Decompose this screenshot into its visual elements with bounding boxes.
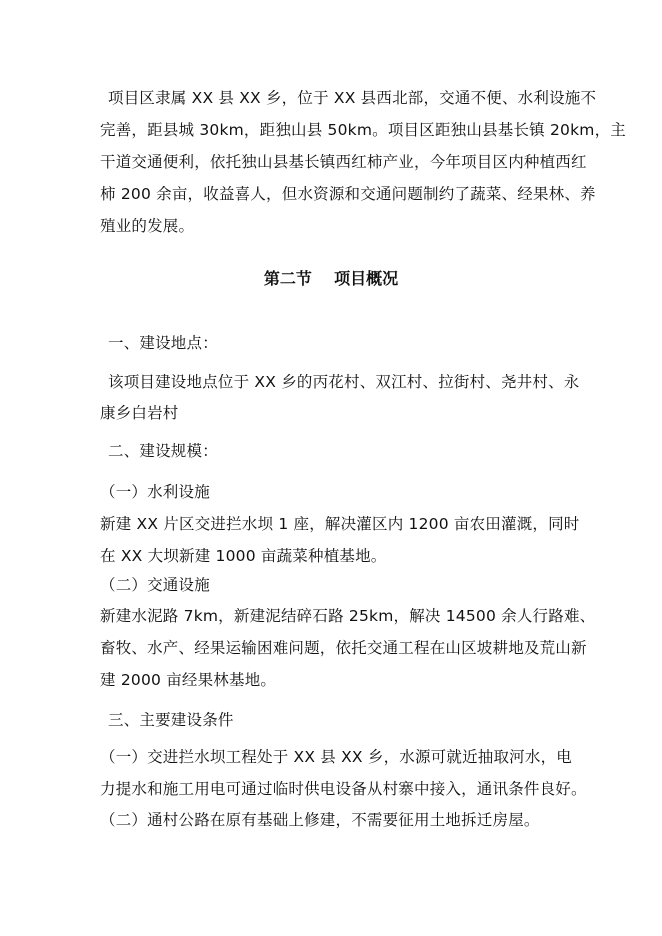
intro-line-5: 殖业的发展。 bbox=[100, 217, 195, 235]
item1-line-1: 该项目建设地点位于 XX 乡的丙花村、双江村、拉街村、尧井村、永 bbox=[108, 373, 580, 391]
intro-line-2: 完善，距县城 30km，距独山县 50km。项目区距独山县基长镇 20km，主 bbox=[100, 121, 626, 139]
item3-heading: 三、主要建设条件 bbox=[108, 711, 234, 729]
item2-sub1-line-2: 在 XX 大坝新建 1000 亩蔬菜种植基地。 bbox=[100, 547, 387, 565]
intro-line-1: 项目区隶属 XX 县 XX 乡，位于 XX 县西北部，交通不便、水利设施不 bbox=[108, 89, 597, 107]
item2-sub2-heading: （二）交通设施 bbox=[100, 576, 210, 594]
item2-sub2-line-1: 新建水泥路 7km，新建泥结碎石路 25km，解决 14500 余人行路难、 bbox=[100, 607, 596, 625]
item2-heading: 二、建设规模： bbox=[108, 442, 218, 460]
item2-sub2-line-3: 建 2000 亩经果林基地。 bbox=[100, 671, 277, 689]
item2-sub1-line-1: 新建 XX 片区交进拦水坝 1 座，解决灌区内 1200 亩农田灌溉，同时 bbox=[100, 515, 580, 533]
section-title: 第二节 项目概况 bbox=[263, 269, 399, 288]
intro-line-4: 柿 200 余亩，收益喜人，但水资源和交通问题制约了蔬菜、经果林、养 bbox=[100, 185, 596, 203]
intro-line-3: 干道交通便利，依托独山县基长镇西红柿产业，今年项目区内种植西红 bbox=[100, 153, 587, 171]
item1-heading: 一、建设地点： bbox=[108, 334, 218, 352]
item3-line-3: （二）通村公路在原有基础上修建，不需要征用土地拆迁房屋。 bbox=[100, 811, 540, 829]
item3-line-1: （一）交进拦水坝工程处于 XX 县 XX 乡，水源可就近抽取河水，电 bbox=[100, 748, 572, 766]
item2-sub1-heading: （一）水利设施 bbox=[100, 483, 210, 501]
item1-line-2: 康乡白岩村 bbox=[100, 404, 179, 422]
item3-line-2: 力提水和施工用电可通过临时供电设备从村寨中接入，通讯条件良好。 bbox=[100, 780, 587, 798]
item2-sub2-line-2: 畜牧、水产、经果运输困难问题，依托交通工程在山区坡耕地及荒山新 bbox=[100, 639, 587, 657]
